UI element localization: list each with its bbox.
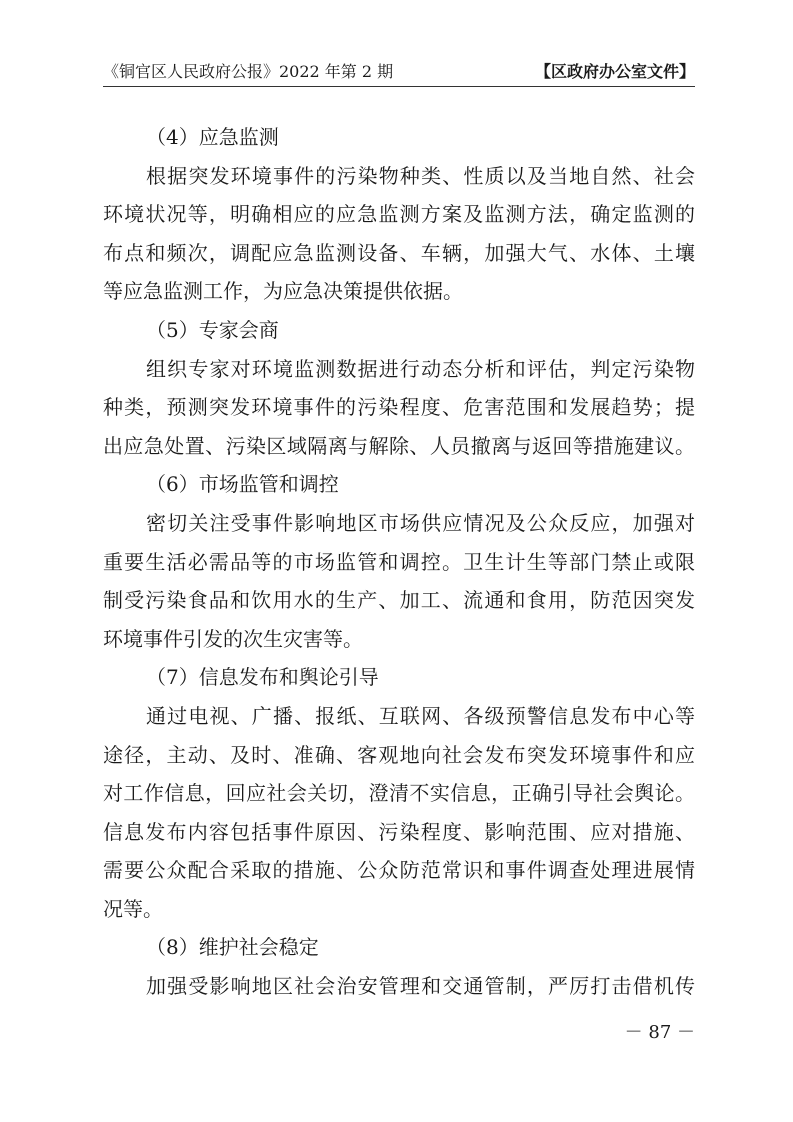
paragraph-line: 需要公众配合采取的措施、公众防范常识和事件调查处理进展情 <box>103 858 695 883</box>
paragraph-line: 制受污染食品和饮用水的生产、加工、流通和食用，防范因突发 <box>103 588 695 613</box>
paragraph-line: 根据突发环境事件的污染物种类、性质以及当地自然、社会 <box>146 163 695 188</box>
paragraph-line: 组织专家对环境监测数据进行动态分析和评估，判定污染物 <box>146 356 695 381</box>
section-heading: （4）应急监测 <box>146 125 279 149</box>
page-number: － 87 － <box>624 1022 695 1043</box>
paragraph-line: 出应急处置、污染区域隔离与解除、人员撤离与返回等措施建议。 <box>103 433 695 458</box>
paragraph-line: 等应急监测工作，为应急决策提供依据。 <box>103 279 463 304</box>
paragraph-line: 环境状况等，明确相应的应急监测方案及监测方法，确定监测的 <box>103 202 695 227</box>
paragraph-line: 环境事件引发的次生灾害等。 <box>103 626 363 651</box>
page-header <box>103 62 695 88</box>
paragraph-line: 信息发布内容包括事件原因、污染程度、影响范围、应对措施、 <box>103 819 695 844</box>
paragraph-line: 密切关注受事件影响地区市场供应情况及公众反应，加强对 <box>146 510 695 535</box>
paragraph-line: 布点和频次，调配应急监测设备、车辆，加强大气、水体、土壤 <box>103 240 695 265</box>
document-category: 【区政府办公室文件】 <box>534 62 695 81</box>
gazette-title: 《铜官区人民政府公报》2022 年第 2 期 <box>103 62 394 81</box>
document-body <box>103 118 695 1006</box>
section-heading: （5）专家会商 <box>146 317 279 342</box>
section-heading: （8）维护社会稳定 <box>146 935 319 960</box>
paragraph-line: 对工作信息，回应社会关切，澄清不实信息，正确引导社会舆论。 <box>103 781 695 806</box>
paragraph-line: 加强受影响地区社会治安管理和交通管制，严厉打击借机传 <box>146 974 695 999</box>
section-heading: （6）市场监管和调控 <box>146 472 339 497</box>
paragraph-line: 种类，预测突发环境事件的污染程度、危害范围和发展趋势；提 <box>103 395 695 420</box>
section-heading: （7）信息发布和舆论引导 <box>146 665 379 690</box>
paragraph-line: 重要生活必需品等的市场监管和调控。卫生计生等部门禁止或限 <box>103 549 695 574</box>
paragraph-line: 况等。 <box>103 896 163 921</box>
paragraph-line: 途径，主动、及时、准确、客观地向社会发布突发环境事件和应 <box>103 742 695 767</box>
header-divider <box>103 86 695 87</box>
paragraph-line: 通过电视、广播、报纸、互联网、各级预警信息发布中心等 <box>146 703 695 728</box>
